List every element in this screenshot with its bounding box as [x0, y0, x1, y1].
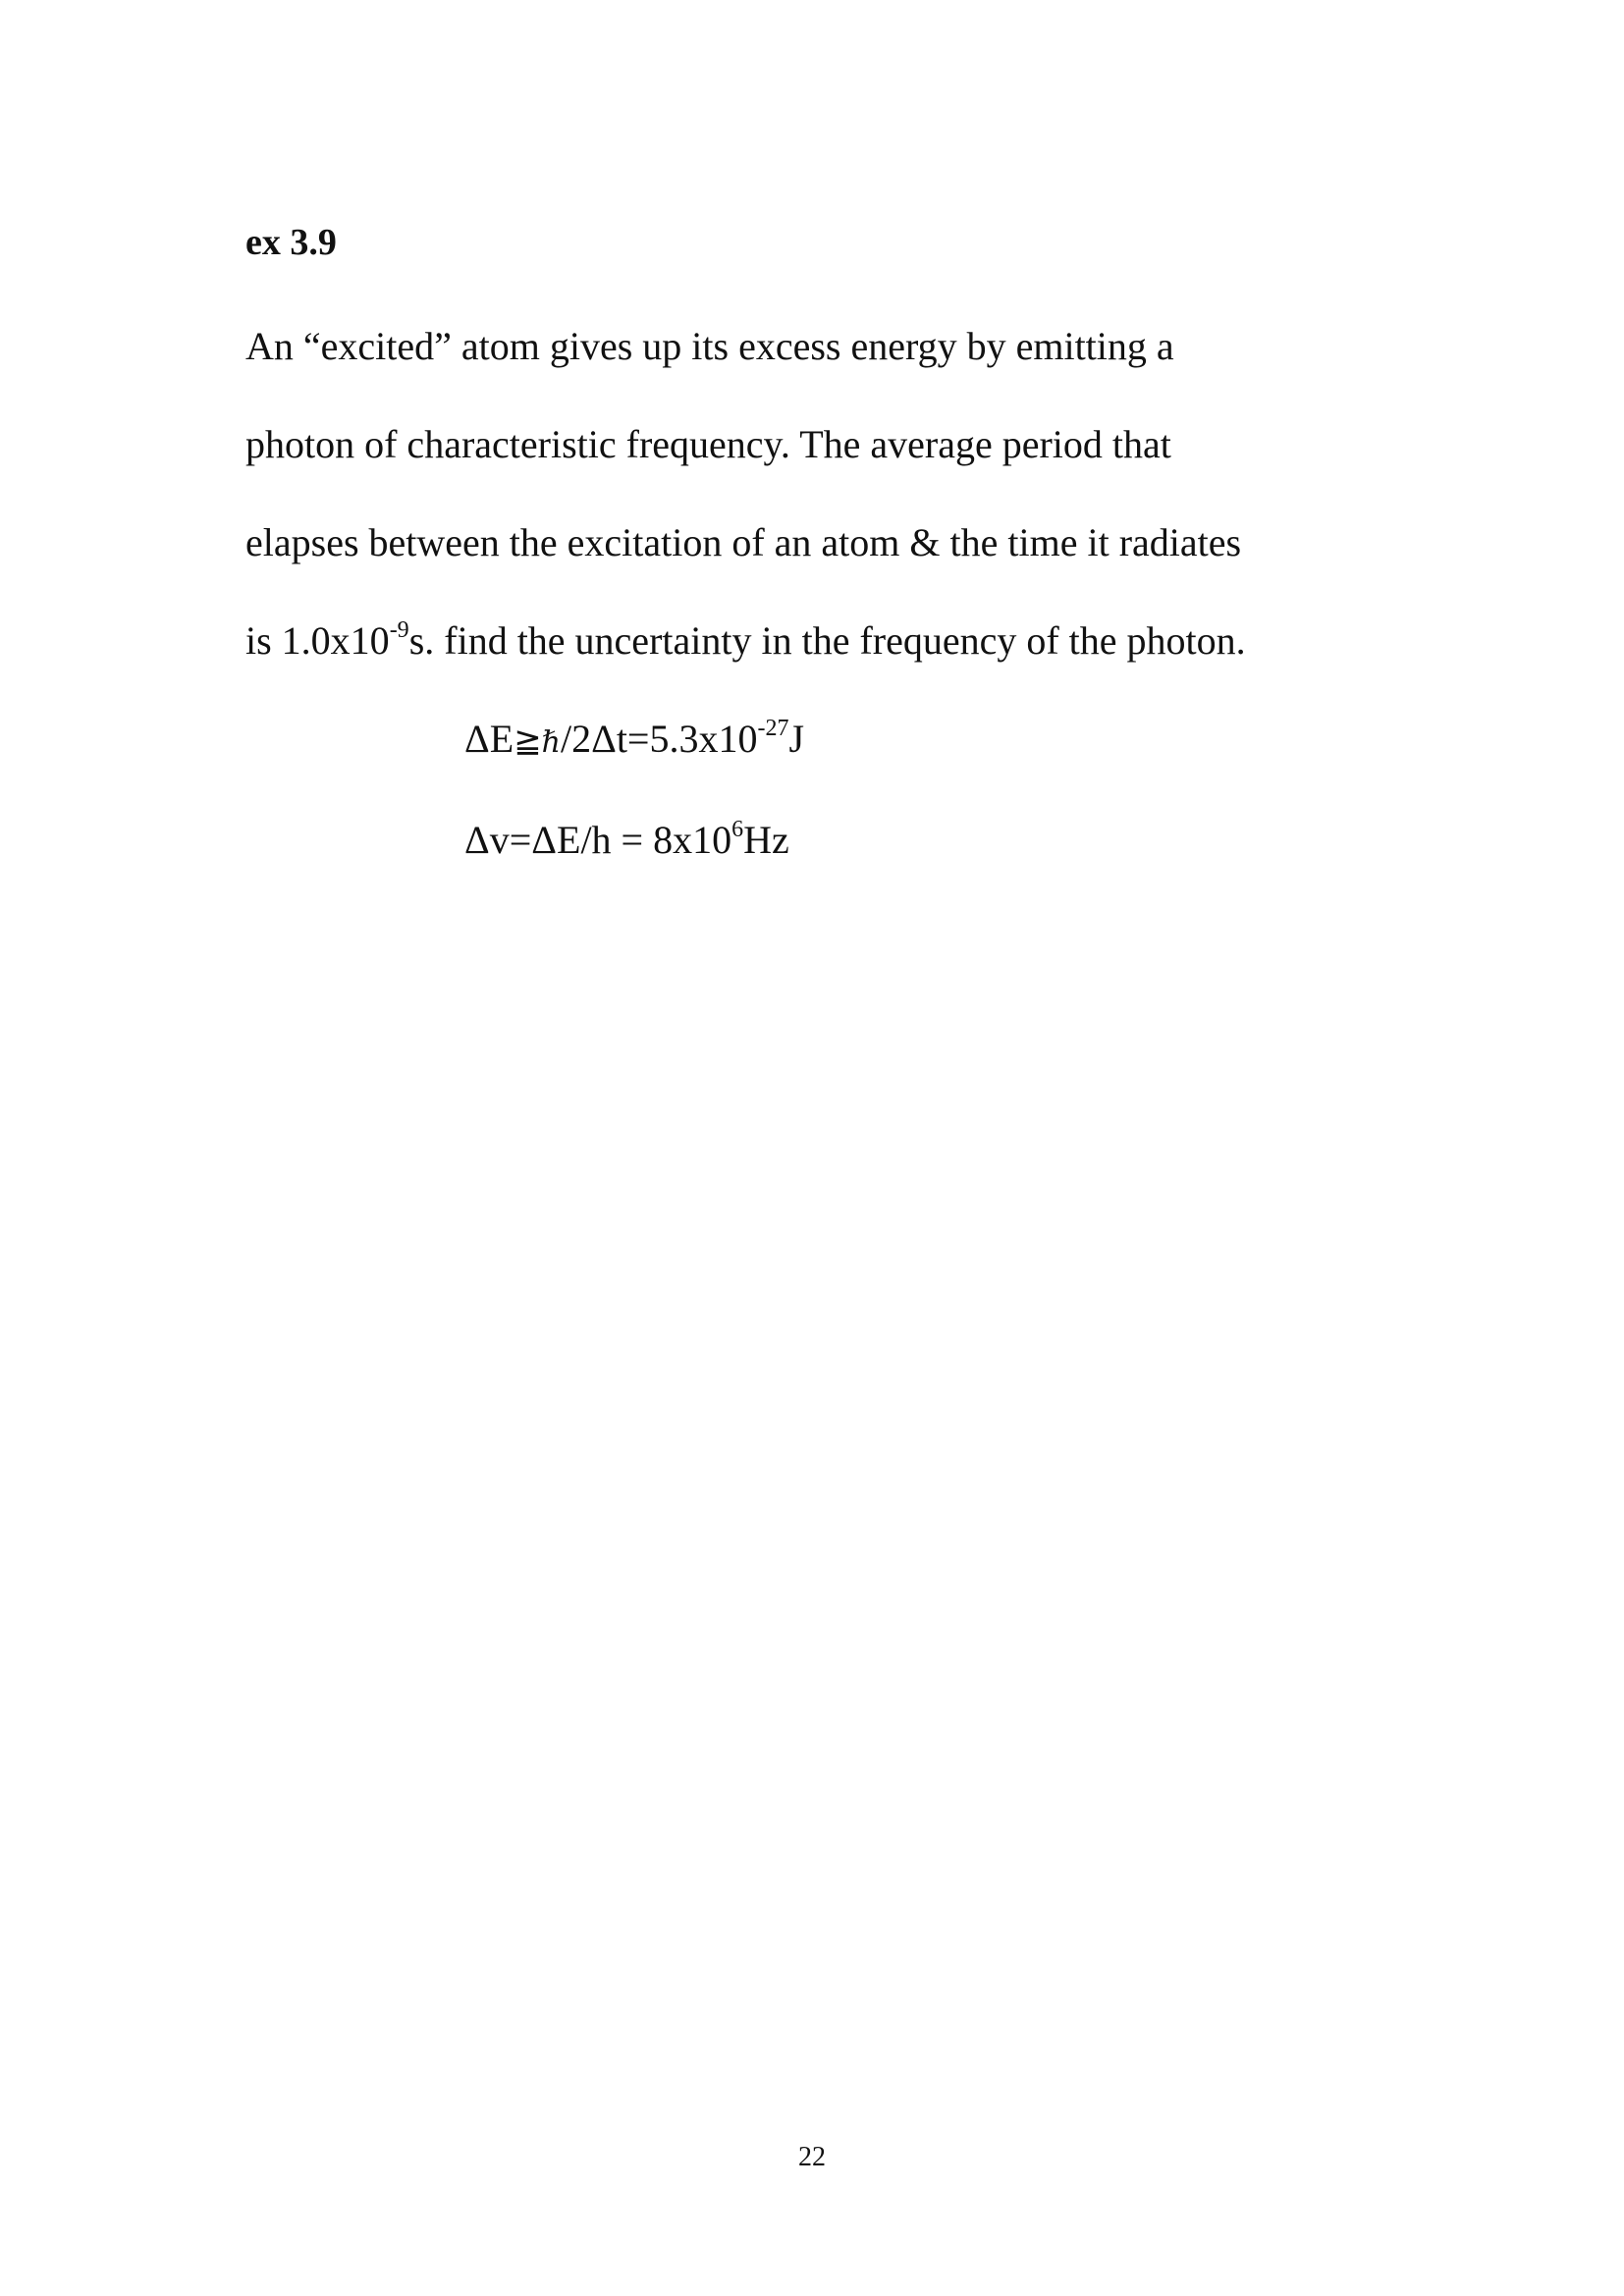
eq1-lhs: ΔE	[464, 717, 514, 761]
exponent-superscript: -9	[389, 617, 409, 643]
eq1-unit: J	[788, 717, 805, 761]
page-number: 22	[798, 2142, 826, 2172]
eq1-rest: /2Δt=5.3x10	[560, 717, 758, 761]
energy-uncertainty-equation	[464, 716, 805, 761]
problem-line-4-before: is 1.0x10	[245, 618, 390, 663]
problem-line-4-after: s. find the uncertainty in the frequency of the photon.	[408, 618, 1246, 663]
eq2-text: Δv=ΔE/h = 8x10	[464, 818, 732, 862]
problem-line-4	[245, 617, 1246, 663]
problem-line-2: photon of characteristic frequency. The average period that	[245, 422, 1171, 466]
hbar-symbol: ℏ	[541, 725, 561, 760]
exercise-heading: ex 3.9	[245, 222, 337, 263]
geq-symbol: ≧	[514, 721, 542, 761]
eq2-unit: Hz	[743, 818, 789, 862]
eq1-exponent: -27	[757, 716, 789, 741]
problem-line-1: An “excited” atom gives up its excess energy by emitting a	[245, 324, 1174, 368]
frequency-uncertainty-equation	[464, 817, 789, 862]
eq2-exponent: 6	[731, 817, 744, 842]
problem-line-3: elapses between the excitation of an atom & the time it radiates	[245, 520, 1242, 564]
